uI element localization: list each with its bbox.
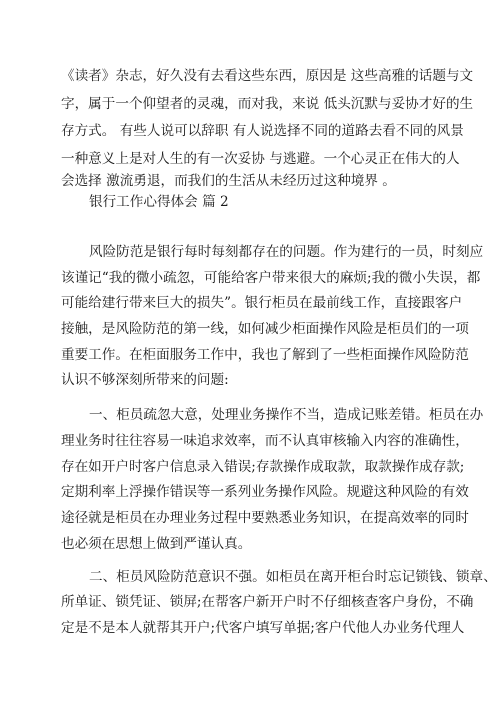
text-line: 定期利率上浮操作错误等一系列业务操作风险。规避这种风险的有效	[61, 484, 469, 500]
text-line: 会选择 激流勇退，而我们的生活从未经历过这种境界 。	[61, 173, 396, 189]
text-line: 字，属于一个仰望者的灵魂，而对我，来说 低头沉默与妥协才好的生	[61, 96, 474, 112]
text-line: 一、柜员疏忽大意，处理业务操作不当，造成记账差错。柜员在办	[89, 407, 484, 423]
text-line: 理业务时往往容易一味追求效率，而不认真审核输入内容的准确性，	[61, 433, 469, 449]
text-line: 接触，是风险防范的第一线，如何减少柜面操作风险是柜员们的一项	[61, 321, 469, 337]
section-heading: 银行工作心得体会 篇 2	[89, 194, 229, 210]
text-line: 《读者》杂志，好久没有去看这些东西，原因是 这些高雅的话题与文	[61, 68, 474, 84]
text-line: 途径就是柜员在办理业务过程中要熟悉业务知识，在提高效率的同时	[61, 510, 469, 526]
text-line: 一种意义上是对人生的有一次妥协 与逃避。一个心灵正在伟大的人	[61, 151, 460, 167]
text-line: 存方式。 有些人说可以辞职 有人说选择不同的道路去看不同的风景	[61, 123, 464, 139]
text-line: 定是不是本人就帮其开户;代客户填写单据;客户代他人办业务代理人	[61, 620, 465, 636]
text-line: 二、柜员风险防范意识不强。如柜员在离开柜台时忘记锁钱、锁章、	[89, 569, 497, 585]
text-line: 该谨记“我的微小疏忽，可能给客户带来很大的麻烦;我的微小失误，都	[61, 270, 481, 286]
text-line: 风险防范是银行每时每刻都存在的问题。作为建行的一员，时刻应	[89, 244, 484, 260]
text-line: 也必须在思想上做到严谨认真。	[61, 536, 252, 552]
text-line: 可能给建行带来巨大的损失”。银行柜员在最前线工作，直接跟客户	[61, 295, 463, 311]
text-line: 认识不够深刻所带来的问题:	[61, 372, 229, 388]
text-line: 存在如开户时客户信息录入错误;存款操作成取款，取款操作成存款;	[61, 459, 465, 475]
text-line: 重要工作。在柜面服务工作中，我也了解到了一些柜面操作风险防范	[61, 347, 469, 363]
text-line: 所单证、锁凭证、锁屏;在帮客户新开户时不仔细核查客户身份，不确	[61, 594, 474, 610]
